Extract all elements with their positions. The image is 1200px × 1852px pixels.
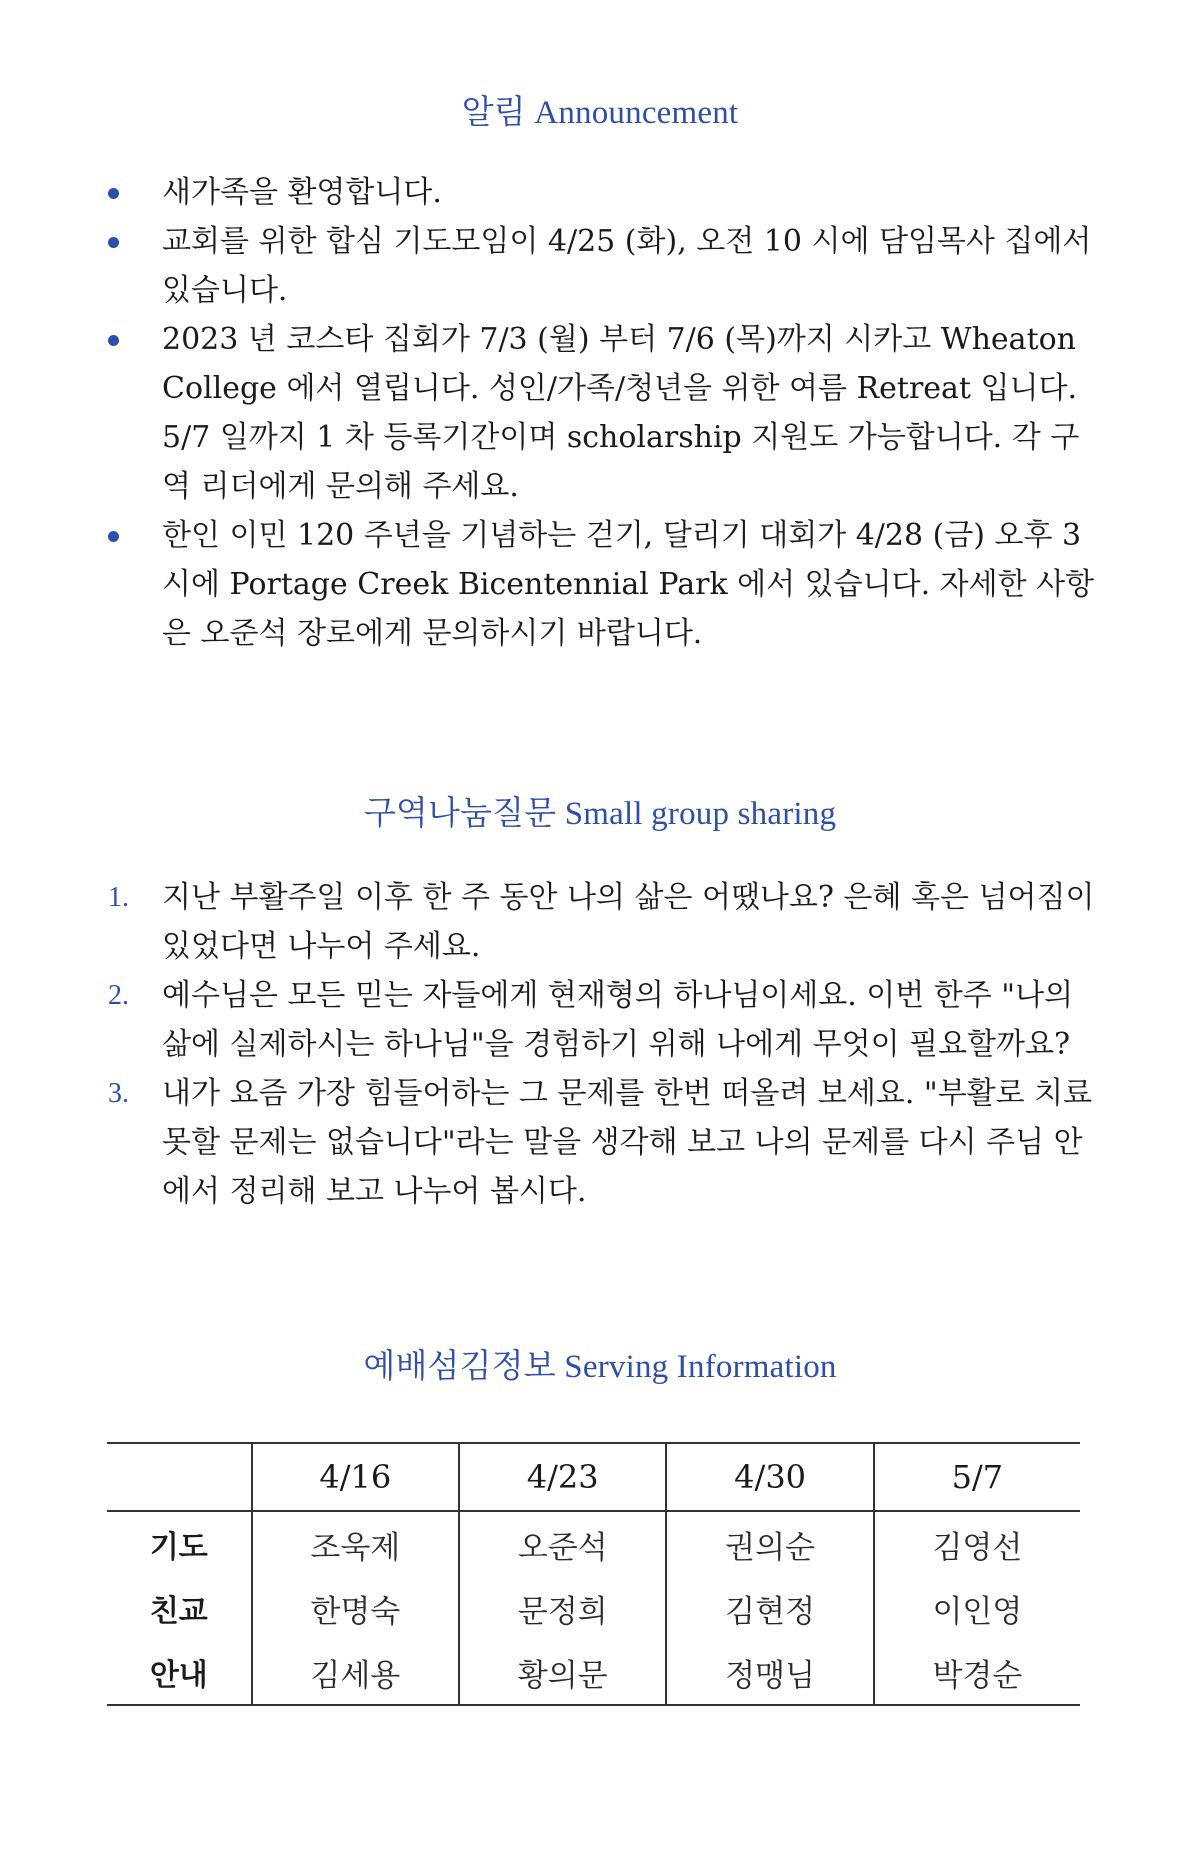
small-group-title: 구역나눔질문 Small group sharing <box>363 796 837 832</box>
header-corner <box>107 1443 252 1511</box>
question-text: 지난 부활주일 이후 한 주 동안 나의 삶은 어땠나요? 은혜 혹은 넘어짐이 있었다면 나누어 주세요. <box>162 880 1095 964</box>
server-name: 김현정 <box>666 1576 873 1640</box>
announcement-text: 새가족을 환영합니다. <box>162 175 442 210</box>
server-name: 권의순 <box>666 1511 873 1576</box>
server-name: 조욱제 <box>252 1511 459 1576</box>
question-item <box>108 873 1108 971</box>
serving-title: 예배섬김정보 Serving Information <box>363 1349 837 1385</box>
bullet-icon <box>108 188 119 199</box>
server-name: 정맹님 <box>666 1640 873 1705</box>
serving-row <box>107 1511 1080 1576</box>
bullet-icon <box>108 237 119 248</box>
question-text: 예수님은 모든 믿는 자들에게 현재형의 하나님이세요. 이번 한주 "나의 삶에 실제하시는 하나님"을 경험하기 위해 나에게 무엇이 필요할까요? <box>162 978 1074 1062</box>
date-header: 4/23 <box>459 1443 666 1511</box>
announcement-item <box>108 315 1108 511</box>
date-header: 5/7 <box>874 1443 1080 1511</box>
server-name: 한명숙 <box>252 1576 459 1640</box>
announcement-item <box>108 511 1108 658</box>
announcement-item <box>108 217 1108 315</box>
question-text: 내가 요즘 가장 힘들어하는 그 문제를 한번 떠올려 보세요. "부활로 치료 못할 문제는 없습니다"라는 말을 생각해 보고 나의 문제를 다시 주님 안에서 정리해 보고 나누어 봅시다. <box>162 1076 1093 1209</box>
server-name: 오준석 <box>459 1511 666 1576</box>
small-group-list <box>108 873 1108 1216</box>
server-name: 문정희 <box>459 1576 666 1640</box>
announcement-item <box>108 168 1108 217</box>
server-name: 김영선 <box>874 1511 1080 1576</box>
server-name: 황의문 <box>459 1640 666 1705</box>
bullet-icon <box>108 531 119 542</box>
serving-header-row <box>107 1443 1080 1511</box>
announcement-title: 알림 Announcement <box>461 95 739 131</box>
question-item <box>108 1069 1108 1216</box>
announcement-text: 2023 년 코스타 집회가 7/3 (월) 부터 7/6 (목)까지 시카고 Wheaton College 에서 열립니다. 성인/가족/청년을 위한 여름 Retreat 입니다. 5/7 일까지 1 차 등록기간이며 scholarship 지원도 가능합니다. 각 구역 리더에게 문의해 주세요. <box>162 322 1080 504</box>
question-number: 2. <box>108 980 129 1011</box>
role-label: 기도 <box>149 1530 208 1565</box>
question-number: 3. <box>108 1078 129 1109</box>
announcement-text: 한인 이민 120 주년을 기념하는 걷기, 달리기 대회가 4/28 (금) 오후 3 시에 Portage Creek Bicentennial Park 에서 있습니다. 자세한 사항은 오준석 장로에게 문의하시기 바랍니다. <box>162 518 1095 651</box>
question-number: 1. <box>108 882 129 913</box>
announcement-list <box>108 168 1108 658</box>
serving-row <box>107 1576 1080 1640</box>
serving-row <box>107 1640 1080 1705</box>
role-label: 친교 <box>149 1594 208 1629</box>
serving-table <box>107 1442 1080 1706</box>
date-header: 4/30 <box>666 1443 873 1511</box>
server-name: 이인영 <box>874 1576 1080 1640</box>
announcement-text: 교회를 위한 합심 기도모임이 4/25 (화), 오전 10 시에 담임목사 집에서 있습니다. <box>162 224 1092 308</box>
bullet-icon <box>108 335 119 346</box>
role-label: 안내 <box>107 1640 252 1705</box>
server-name: 김세용 <box>252 1640 459 1705</box>
date-header: 4/16 <box>252 1443 459 1511</box>
question-item <box>108 971 1108 1069</box>
server-name: 박경순 <box>874 1640 1080 1705</box>
